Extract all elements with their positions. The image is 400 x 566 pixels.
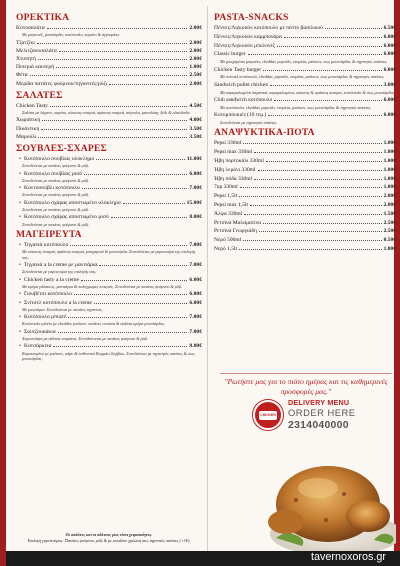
delivery-title: DELIVERY MENU bbox=[288, 398, 350, 407]
menu-item bbox=[214, 219, 396, 228]
menu-item bbox=[16, 47, 202, 55]
leader-dots bbox=[82, 184, 188, 189]
item-name: • Κοτόπουλο σούβλας ολόκληρο bbox=[19, 155, 94, 163]
item-price: 1.00€ bbox=[383, 166, 396, 173]
item-price: 2.00€ bbox=[189, 25, 202, 31]
item-name: Pepsi 1,5lt bbox=[214, 193, 238, 200]
leader-dots bbox=[123, 199, 185, 204]
item-name: • Τηγανιά κοτόπουλο bbox=[19, 241, 68, 249]
leader-dots bbox=[94, 299, 188, 304]
menu-item bbox=[16, 328, 202, 336]
item-name: Pepsi max 1,5lt bbox=[214, 201, 249, 208]
leader-dots bbox=[266, 157, 382, 162]
leader-dots bbox=[30, 71, 188, 76]
item-description: Με μαγιονέζ, μουστάρδα, κοτόπουλο, καρότο & αγγουράκι. bbox=[22, 32, 120, 38]
leader-dots bbox=[74, 290, 188, 295]
leader-dots bbox=[53, 342, 187, 347]
menu-item bbox=[16, 241, 202, 249]
item-price: 3.50€ bbox=[189, 133, 202, 140]
item-price: 2.50€ bbox=[383, 228, 396, 235]
item-description: Με κρέμα γάλακτος, μανιτάρια & πολύχρωμες πιπεριές. Συνοδεύεται με πατάτες φούρνου & ρύζι. bbox=[22, 283, 183, 289]
menu-item bbox=[214, 96, 396, 105]
menu-item bbox=[214, 210, 396, 219]
menu-item bbox=[16, 342, 202, 350]
phone-number-link[interactable]: 2314040000 bbox=[288, 420, 349, 431]
item-description: Με κόκκινη πιπεριά, πράσινη πιπεριά, μπαχαρικά & μουστάρδα. Συνοδεύεται με γαρνιτούρα της επιλογής σας. bbox=[22, 249, 196, 260]
leader-dots bbox=[263, 219, 382, 224]
leader-dots bbox=[325, 24, 382, 29]
item-name: Άλφα 330ml bbox=[214, 210, 243, 217]
item-name: Φέτα bbox=[16, 72, 28, 79]
item-price: 1.00€ bbox=[189, 64, 202, 71]
menu-item bbox=[16, 39, 202, 47]
item-price: 2.50€ bbox=[383, 219, 396, 226]
section-title: ΜΑΓΕΙΡΕΥΤΑ bbox=[16, 229, 82, 241]
item-name: Sandwich pullet chicken bbox=[214, 81, 269, 88]
item-price: 6.00€ bbox=[189, 276, 202, 283]
menu-item bbox=[16, 102, 202, 110]
menu-item bbox=[214, 50, 396, 59]
item-name: Chicken Tasty bbox=[16, 102, 48, 109]
item-price: 6.00€ bbox=[189, 299, 202, 306]
menu-item bbox=[214, 33, 396, 42]
leader-dots bbox=[50, 102, 187, 107]
item-name: • Σουτζουκάκια bbox=[19, 328, 56, 336]
menu-notes bbox=[16, 532, 202, 543]
item-description: Κοτόπουλο φιλέτο με cheddar, μπέικον, πατάτες crouton & σαλάτα κρέμα μουστάρδας. bbox=[22, 321, 166, 327]
section-title: ΣΟΥΒΛΕΣ-ΣΧΑΡΕΣ bbox=[16, 143, 108, 155]
item-price: 3.50€ bbox=[189, 125, 202, 132]
item-price: 11.00€ bbox=[186, 156, 202, 163]
menu-item bbox=[16, 24, 202, 32]
garnish-note: Επιλογή γαρνιτούρας: Πατάτες φούρνου, ρύζι & με επιπλέον χρέωση στις τηγανιτές πατάτες (+1€). bbox=[27, 537, 191, 543]
item-name: • Γιουβέτσι κοτόπουλο bbox=[19, 290, 72, 298]
item-name: Πέννες/Λιγκουίνι κοτόπουλο με πέστο βασιλικού bbox=[214, 25, 323, 31]
menu-item bbox=[16, 299, 202, 307]
leader-dots bbox=[263, 66, 382, 71]
item-name: • Chicken tasty a la creme bbox=[19, 276, 79, 284]
right-column bbox=[214, 10, 396, 254]
leader-dots bbox=[244, 210, 381, 215]
leader-dots bbox=[284, 33, 382, 38]
menu-item bbox=[16, 63, 202, 71]
item-name: Χωριάτικη bbox=[16, 117, 41, 124]
menu-item bbox=[16, 155, 202, 163]
item-description: Συνοδεύεται με γαρνιτούρα της επιλογής σας. bbox=[22, 269, 97, 275]
item-description: Καρυκευμένο με μπέικον, κάρυ & αυθεντικό Κομμάτι Σερβίας. Συνοδεύεται με τηγανητές πατάτες & σως μουστάρδας. bbox=[22, 350, 195, 361]
item-name: • Κοτσάρκεια bbox=[19, 342, 51, 350]
item-name: Τζατζίκι bbox=[16, 39, 35, 46]
leader-dots bbox=[56, 63, 187, 68]
menu-item bbox=[16, 80, 202, 88]
item-name: Club sandwich κοτόπουλο bbox=[214, 97, 273, 103]
leader-dots bbox=[243, 236, 381, 241]
menu-item bbox=[214, 139, 396, 148]
item-price: 4.50€ bbox=[189, 102, 202, 109]
item-description: Συνοδεύεται με πατάτες φούρνου & ρύζι. bbox=[22, 221, 90, 227]
menu-item bbox=[214, 175, 396, 184]
leader-dots bbox=[258, 166, 382, 171]
leader-dots bbox=[239, 245, 382, 250]
item-name: Πικάντικη bbox=[16, 125, 40, 132]
item-price: 1.00€ bbox=[383, 149, 396, 156]
order-here-label: ORDER HERE bbox=[288, 407, 356, 418]
menu-item bbox=[16, 199, 202, 207]
menu-item bbox=[214, 111, 396, 120]
item-name: • Κοτόπουλο μπιφτέ bbox=[19, 313, 66, 321]
leader-dots bbox=[38, 133, 187, 138]
item-name: Pepsi 330ml bbox=[214, 140, 242, 147]
item-name: Ήβη λεμόνι 330ml bbox=[214, 166, 256, 173]
item-name: • Κοτόπουλο σχάρας αποστωμένο μισό bbox=[19, 213, 109, 221]
leader-dots bbox=[268, 111, 381, 116]
menu-item bbox=[16, 213, 202, 221]
menu-item bbox=[214, 81, 396, 90]
leader-dots bbox=[96, 155, 185, 160]
menu-item bbox=[214, 227, 396, 236]
menu-item bbox=[214, 201, 396, 210]
item-name: Πιπεριά καυτερή bbox=[16, 64, 55, 71]
item-price: 7.00€ bbox=[189, 185, 202, 192]
item-description: Συνοδεύεται με πατάτες φούρνου & ρύζι. bbox=[22, 163, 90, 169]
item-name: Χτυπητή bbox=[16, 56, 36, 63]
menu-item bbox=[214, 66, 396, 75]
item-description: Χειροποίητα με σάλτσα ντομάτας. Συνοδεύονται με πατάτες φούρνου & ρύζι. bbox=[22, 335, 149, 341]
item-description: Σαλάτα με λάχανο, καρότο, κόκκινη πιπεριά, πράσινη πιπεριά, αύγουλα, μαντιλάτη, ξύδι & ελαιόλαδο. bbox=[22, 110, 191, 116]
leader-dots bbox=[274, 96, 381, 101]
menu-item bbox=[214, 183, 396, 192]
daily-special-quote: "Ρωτήστε μας για το πιάτο ημέρας και τις καθημερινές προσφορές μας." bbox=[224, 377, 388, 396]
leader-dots bbox=[84, 170, 187, 175]
item-description: Με μοσχαρίσιο μπιφτέκι, cheddar, μαρούλι, ντομάτα, μπέικον, σως μουστάρδας & τηγανητές πατάτες. bbox=[220, 59, 388, 65]
leader-dots bbox=[68, 313, 187, 318]
item-price: 3.00€ bbox=[383, 81, 396, 88]
leader-dots bbox=[111, 213, 188, 218]
handmade-note: Οι σαλάτες και οι σάλτσες μας είναι χειροποίητες. bbox=[65, 532, 153, 537]
leader-dots bbox=[254, 175, 382, 180]
item-description: Συνοδεύεται με πατάτες φούρνου & ρύζι. bbox=[22, 207, 90, 213]
item-name: 7up 330ml bbox=[214, 184, 238, 191]
menu-item bbox=[214, 245, 396, 254]
item-price: 2.00€ bbox=[189, 80, 202, 87]
item-price: 2.00€ bbox=[189, 56, 202, 63]
item-name: • Κοτόπουλο σούβλας μισό bbox=[19, 170, 82, 178]
item-price: 6.00€ bbox=[383, 42, 396, 49]
leader-dots bbox=[277, 42, 382, 47]
chicken-logo-icon: CHICKEN bbox=[253, 400, 283, 430]
item-name: Chicken Tasty burger bbox=[214, 66, 262, 73]
menu-item bbox=[16, 116, 202, 124]
menu-item bbox=[16, 276, 202, 284]
menu-item bbox=[214, 24, 396, 33]
item-name: Ήβη πορτοκάλι 330ml bbox=[214, 158, 264, 164]
menu-item bbox=[214, 42, 396, 51]
menu-item bbox=[16, 184, 202, 192]
leader-dots bbox=[41, 125, 187, 130]
item-price: 1.00€ bbox=[383, 158, 396, 164]
leader-dots bbox=[38, 55, 187, 60]
menu-item bbox=[16, 290, 202, 298]
item-name: • Σνίτσελ κοτόπουλο a la creme bbox=[19, 299, 92, 307]
item-price: 1.00€ bbox=[383, 245, 396, 252]
item-name: Ρετσίνα Γεωργιάδη bbox=[214, 228, 257, 235]
item-price: 7.00€ bbox=[189, 242, 202, 249]
item-name: Κοτοσαλάτα bbox=[16, 25, 45, 31]
item-name: Κοτομπουκιές (10 τεμ.) bbox=[214, 112, 267, 119]
section-title: ΣΑΛΑΤΕΣ bbox=[16, 89, 63, 101]
leader-dots bbox=[37, 39, 188, 44]
item-name: Πέννες/Λιγκουίνι καρμπονάρα bbox=[214, 33, 282, 40]
item-description: Με καραμελωμένα λαχανικά, καραμελωμένα, κόκκινη & πράσινη πιπεριά, κοτόπουλο & σως μουστάρδας. bbox=[220, 89, 396, 95]
section-title: ΟΡΕΚΤΙΚΑ bbox=[16, 12, 70, 23]
item-price: 6.00€ bbox=[383, 66, 396, 73]
leader-dots bbox=[270, 81, 382, 86]
menu-item bbox=[214, 236, 396, 245]
item-price: 6.50€ bbox=[383, 25, 396, 31]
leader-dots bbox=[109, 80, 187, 85]
leader-dots bbox=[259, 227, 382, 232]
menu-item bbox=[16, 313, 202, 321]
leader-dots bbox=[58, 328, 188, 333]
item-price: 0.50€ bbox=[383, 237, 396, 244]
item-name: Νερό 500ml bbox=[214, 237, 242, 244]
item-name: • Κοντοσούβλι κοτόπουλο bbox=[19, 184, 80, 192]
item-price: 7.00€ bbox=[189, 328, 202, 335]
item-price: 6.00€ bbox=[189, 170, 202, 177]
leader-dots bbox=[59, 47, 188, 52]
menu-item bbox=[214, 157, 396, 166]
leader-dots bbox=[81, 276, 187, 281]
column-divider bbox=[207, 6, 208, 554]
item-price: 8.00€ bbox=[189, 214, 202, 221]
item-price: 2.00€ bbox=[189, 39, 202, 46]
leader-dots bbox=[243, 139, 381, 144]
item-price: 8.00€ bbox=[189, 343, 202, 350]
item-description: Συνοδεύεται με πατάτες φούρνου & ρύζι. bbox=[22, 177, 90, 183]
item-price: 15.00€ bbox=[186, 199, 202, 206]
item-price: 6.00€ bbox=[189, 291, 202, 298]
item-description: Συνοδεύεται με πατάτες φούρνου & ρύζι. bbox=[22, 192, 90, 198]
item-name: Classic burger bbox=[214, 51, 246, 58]
item-name: Νερό 1,5lt bbox=[214, 245, 238, 252]
menu-item bbox=[16, 133, 202, 141]
item-price: 1.00€ bbox=[383, 175, 396, 182]
leader-dots bbox=[248, 50, 382, 55]
menu-item bbox=[214, 166, 396, 175]
leader-dots bbox=[99, 261, 187, 266]
menu-item bbox=[214, 192, 396, 201]
item-price: 1.00€ bbox=[383, 140, 396, 147]
item-price: 1.50€ bbox=[383, 210, 396, 217]
roast-chicken-image bbox=[256, 442, 396, 554]
item-price: 6.00€ bbox=[383, 97, 396, 103]
leader-dots bbox=[254, 148, 381, 153]
quote-rule bbox=[220, 373, 392, 374]
item-price: 2.00€ bbox=[383, 201, 396, 208]
item-name: Ήβη σόδα 330ml bbox=[214, 175, 253, 182]
item-description: Συνοδεύεται με τηγανητές πατάτες. bbox=[220, 120, 278, 125]
item-name: Pepsi max 330ml bbox=[214, 149, 253, 156]
item-description: Με μανιτάρια. Συνοδεύεται με πατάτες τηγανιτές. bbox=[22, 306, 104, 312]
item-price: 7.00€ bbox=[189, 314, 202, 321]
item-description: Με κοτόπουλο, cheddar, μαρούλι, ντομάτα, μπέικον, σως μουστάρδας & τηγανητές πατάτες. bbox=[220, 104, 372, 110]
item-price: 1.00€ bbox=[383, 184, 396, 191]
menu-item bbox=[16, 71, 202, 79]
delivery-block bbox=[253, 396, 371, 440]
leader-dots bbox=[240, 183, 382, 188]
menu-item bbox=[16, 170, 202, 178]
website-link[interactable]: tavernoxoros.gr bbox=[310, 551, 386, 563]
item-name: Μερίδα πατάτες φούρνου/τηγανιτές/ρύζι bbox=[16, 80, 107, 87]
item-price: 6.00€ bbox=[383, 51, 396, 58]
menu-item bbox=[214, 148, 396, 157]
item-price: 6.00€ bbox=[383, 33, 396, 40]
item-price: 2.00€ bbox=[383, 193, 396, 200]
menu-item bbox=[16, 261, 202, 269]
item-name: Μαρούλι bbox=[16, 133, 37, 140]
menu-item bbox=[16, 125, 202, 133]
leader-dots bbox=[42, 116, 187, 121]
item-price: 6.00€ bbox=[383, 112, 396, 119]
item-name: Πέννες/Λιγκουίνι μπολονέζ bbox=[214, 42, 276, 49]
item-name: • Τηγανιά a la creme με μανιτάρια bbox=[19, 261, 97, 269]
item-name: Ρετσίνα Μαλαματίνα bbox=[214, 219, 261, 226]
menu-item bbox=[16, 55, 202, 63]
leader-dots bbox=[70, 241, 187, 246]
left-column bbox=[16, 10, 202, 362]
item-price: 4.00€ bbox=[189, 117, 202, 124]
leader-dots bbox=[250, 201, 382, 206]
item-price: 7.00€ bbox=[189, 262, 202, 269]
item-price: 2.50€ bbox=[189, 72, 202, 79]
item-description: Με σνίτσελ κοτόπουλο, cheddar, μαρούλι, ντομάτα, μπέικον, σως μουστάρδας & τηγανητές πατάτες. bbox=[220, 74, 385, 80]
item-price: 2.00€ bbox=[189, 47, 202, 54]
item-name: Μελιτζανοσαλάτα bbox=[16, 47, 57, 54]
leader-dots bbox=[47, 24, 188, 29]
section-title: PASTA-SNACKS bbox=[214, 12, 289, 23]
item-name: • Κοτόπουλο σχάρας αποστωμένο ολόκληρο bbox=[19, 199, 121, 207]
section-title: ΑΝΑΨΥΚΤΙΚΑ-ΠΟΤΑ bbox=[214, 127, 315, 139]
leader-dots bbox=[239, 192, 381, 197]
